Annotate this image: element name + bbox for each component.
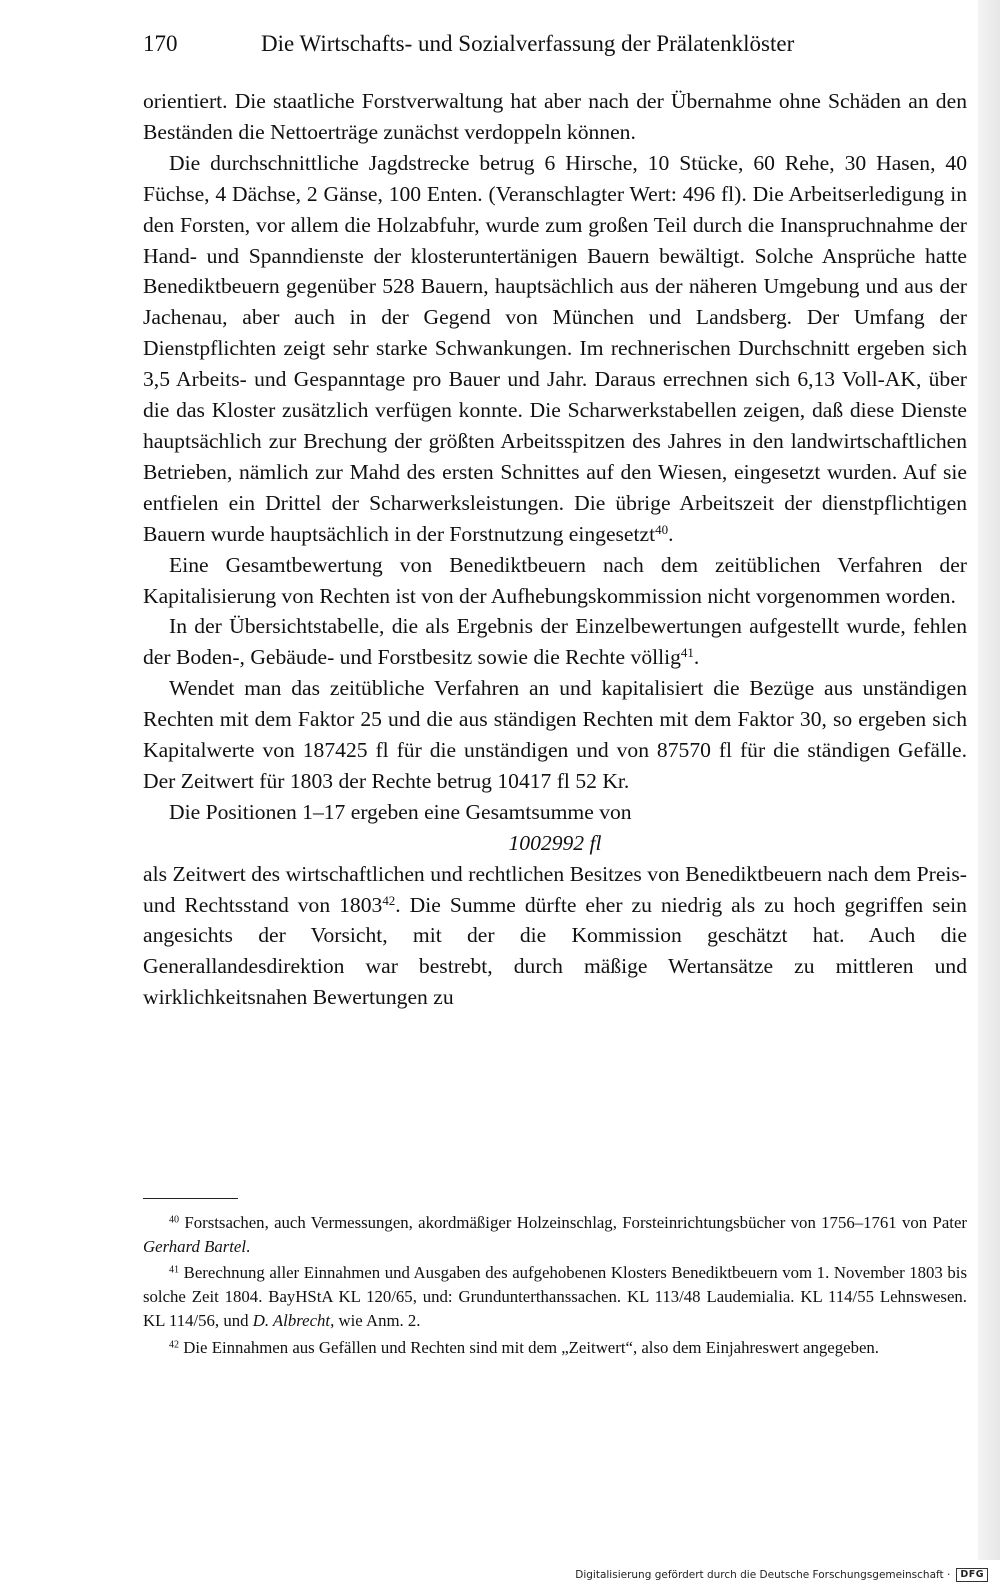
footnote-41-end: , wie Anm. 2. xyxy=(330,1310,421,1330)
footnote-number-41: 41 xyxy=(169,1264,180,1276)
footnote-ref-42[interactable]: 42 xyxy=(382,892,396,908)
dfg-logo-icon: DFG xyxy=(956,1568,988,1582)
total-sum: 1002992 fl xyxy=(508,830,602,855)
paragraph-4-end: . xyxy=(693,645,700,670)
footnote-40-author: Gerhard Bartel xyxy=(143,1236,247,1256)
footnote-41 xyxy=(143,1261,967,1332)
footnote-41-author: D. Albrecht xyxy=(252,1310,331,1330)
paragraph-7 xyxy=(143,859,967,1014)
footnote-ref-41[interactable]: 41 xyxy=(680,645,694,661)
footer-credit: Digitalisierung gefördert durch die Deutsche Forschungsgemeinschaft · xyxy=(575,1569,951,1581)
footnote-ref-40[interactable]: 40 xyxy=(655,521,669,537)
footnote-40 xyxy=(143,1211,967,1258)
footnotes xyxy=(143,1211,967,1362)
paragraph-5 xyxy=(143,673,967,797)
footnote-number-40: 40 xyxy=(169,1214,180,1226)
paragraph-2-text: Die durchschnittliche Jagdstrecke betrug 6 Hirsche, 10 Stücke, 60 Rehe, 30 Hasen, 40 Füchse, 4 Dächse, 2 Gänse, 100 Enten. (Veranschlagter Wert: 496 fl). Die Arbeitserledigung in den Forsten, vor allem die Holzabfuhr, wurde zum großen Teil durch die Inanspruchnahme der Hand- und Spanndienste der klosteruntertänigen Bauern bewältigt. Solche Ansprüche hatte Benediktbeuern gegenüber 528 Bauern, hauptsächlich aus der näheren Umgebung und aus der Jachenau, aber auch in der Gegend von München und Landsberg. Der Umfang der Dienstpflichten zeigt sehr starke Schwankungen. Im rechnerischen Durchschnitt ergeben sich 3,5 Arbeits- und Gespanntage pro Bauer und Jahr. Daraus errechnen sich 6,13 Voll-AK, über die das Kloster zusätzlich verfügen konnte. Die Scharwerkstabellen zeigen, daß diese Dienste hauptsächlich zur Brechung der größten Arbeitsspitzen des Jahres in den landwirtschaftlichen Betrieben, nämlich zur Mahd des ersten Schnittes auf den Wiesen, eingesetzt wurden. Auf sie entfielen ein Drittel der Scharwerksleistungen. Die übrige Arbeitszeit der dienstpflichtigen Bauern wurde hauptsächlich in der Forstnutzung eingesetzt xyxy=(143,150,967,546)
paragraph-3 xyxy=(143,550,967,612)
footnote-42-text: Die Einnahmen aus Gefällen und Rechten sind mit dem „Zeitwert“, also dem Einjahreswert angegeben. xyxy=(179,1337,879,1357)
paragraph-6-text: Die Positionen 1–17 ergeben eine Gesamtsumme von xyxy=(169,799,632,824)
paragraph-7-text: als Zeitwert des wirtschaftlichen und rechtlichen Besitzes von Benediktbeuern nach dem Preis- und Rechtsstand von 1803 xyxy=(143,861,967,917)
digitization-footer xyxy=(575,1562,988,1588)
footnote-40-end: . xyxy=(246,1236,251,1256)
footnote-41-text: Berechnung aller Einnahmen und Ausgaben des aufgehobenen Klosters Benediktbeuern vom 1. November 1803 bis solche Zeit 1804. BayHStA KL 120/65, und: Grundunterthanssachen. KL 113/48 Laudemialia. KL 114/55 Lehnswesen. KL 114/56, und xyxy=(143,1263,967,1330)
footnote-separator xyxy=(143,1198,238,1199)
paragraph-2-end: . xyxy=(668,521,674,546)
paragraph-3-text: Eine Gesamtbewertung von Benediktbeuern nach dem zeitüblichen Verfahren der Kapitalisierung von Rechten ist von der Aufhebungskommission nicht vorgenommen worden. xyxy=(143,552,967,608)
paragraph-4-text: In der Übersichtstabelle, die als Ergebnis der Einzelbewertungen aufgestellt wurde, fehlen der Boden-, Gebäude- und Forstbesitz sowie die Rechte völlig xyxy=(143,614,967,670)
paragraph-5-text: Wendet man das zeitübliche Verfahren an und kapitalisiert die Bezüge aus unständigen Rechten mit dem Faktor 25 und die aus ständigen Rechten mit dem Faktor 30, so ergeben sich Kapitalwerte von 187425 fl für die unständigen und von 87570 fl für die ständigen Gefälle. Der Zeitwert für 1803 der Rechte betrug 10417 fl 52 Kr. xyxy=(143,676,967,793)
body-text xyxy=(143,86,967,1013)
running-title: Die Wirtschafts- und Sozialverfassung der Prälatenklöster xyxy=(261,31,795,56)
page-header xyxy=(143,24,967,64)
paragraph-1-text: orientiert. Die staatliche Forstverwaltung hat aber nach der Übernahme ohne Schäden an den Beständen die Nettoerträge zunächst verdoppeln können. xyxy=(143,89,967,144)
page-gutter-shadow xyxy=(978,0,1000,1560)
footnote-42 xyxy=(143,1336,967,1360)
paragraph-1 xyxy=(143,86,967,148)
paragraph-4 xyxy=(143,611,967,673)
paragraph-2 xyxy=(143,148,967,550)
footnote-number-42: 42 xyxy=(169,1338,180,1350)
footnote-40-text: Forstsachen, auch Vermessungen, akordmäßiger Holzeinschlag, Forsteinrichtungsbücher von 1756–1761 von Pater xyxy=(179,1213,967,1232)
paragraph-7-end: . Die Summe dürfte eher zu niedrig als zu hoch gegriffen sein angesichts der Vorsicht, mit der die Kommission geschätzt hat. Auch die Generallandesdirektion war bestrebt, durch mäßige Wertansätze zu mittleren und wirklichkeitsnahen Bewertungen zu xyxy=(143,892,967,1010)
page-number: 170 xyxy=(143,31,178,56)
paragraph-6 xyxy=(143,797,967,828)
